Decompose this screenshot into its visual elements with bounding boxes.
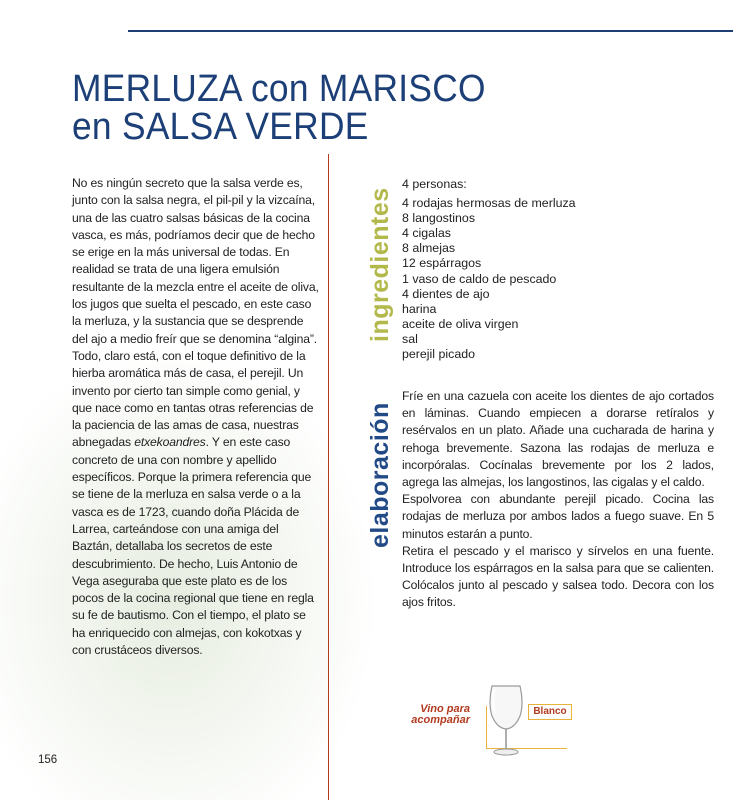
ingredients-label: ingredientes	[366, 187, 394, 342]
intro-text-part-1: No es ningún secreto que la salsa verde es, junto con la salsa negra, el pil-pil y la vizcaína, una de las cuatro salsas básicas de la cocina vasca, es más, podríamos decir que de hecho se erige en la más universal de todas. En realidad se trata de una ligera emulsión resultante de la mezcla entre el aceite de oliva, los jugos que suelta el pescado, en este caso la merluza, y la sustancia que se desprende del ajo a medio freír que se denomina “algina”. Todo, claro está, con el toque definitivo de la hierba aromática más de casa, el perejil. Un invento por cierto tan simple como genial, y que nace como en tantas otras referencias de la paciencia de las amas de casa, nuestras abnegadas	[72, 176, 319, 450]
wine-label-line-1: Vino para	[420, 703, 470, 715]
servings: 4 personas:	[402, 177, 467, 191]
elaboration-label: elaboración	[366, 402, 394, 548]
column-divider	[328, 154, 329, 800]
intro-text-emphasis: etxekoandres	[134, 435, 206, 450]
ingredient-item: 8 almejas	[402, 241, 456, 256]
elaboration-steps	[402, 388, 714, 612]
ingredient-item: perejil picado	[402, 347, 476, 362]
intro-text	[72, 175, 322, 659]
ingredient-item: harina	[402, 301, 437, 316]
wine-label-line-2: acompañar	[411, 714, 470, 726]
elaboration-step: Retira el pescado y el marisco y sírvelos en una fuente. Introduce los espárragos en la salsa para que se calienten. Colócalos junto al pescado y salsea todo. Decora con los ajos fritos.	[402, 543, 714, 610]
ingredient-item: 8 langostinos	[402, 211, 476, 226]
ingredient-item: 4 cigalas	[402, 226, 451, 241]
intro-text-part-2: . Y en este caso concreto de una con nombre y apellido específicos. Porque la primera referencia que se tiene de la merluza en salsa verde o a la vasca es de 1723, cuando doña Plácida de Larrea, carteándose con una amiga del Baztán, detallaba los secretos de este descubrimiento. De hecho, Luis Antonio de Vega aseguraba que este plato es de los pocos de la cocina regional que tiene en regla su fe de bautismo. Con el tiempo, el plato se ha enriquecido con almejas, con kokotxas y con crustáceos diversos.	[72, 435, 314, 658]
title-line-2: en SALSA VERDE	[72, 106, 369, 148]
ingredient-item: 1 vaso de caldo de pescado	[402, 271, 557, 286]
ingredient-item: aceite de oliva virgen	[402, 316, 519, 331]
ingredient-item: 12 espárragos	[402, 256, 482, 271]
page-title	[72, 70, 486, 146]
wine-pairing	[398, 680, 598, 760]
elaboration-step: Espolvorea con abundante perejil picado. Cocina las rodajas de merluza por ambos lados a fuego suave. En 5 minutos estarán a punto.	[402, 492, 714, 541]
wine-type-badge: Blanco	[528, 704, 572, 720]
wine-pairing-label	[398, 704, 470, 726]
elaboration-step: Fríe en una cazuela con aceite los dientes de ajo cortados en láminas. Cuando empiecen a dorarse retíralos y resérvalos en un plato. Añade una cucharada de harina y rehoga brevemente. Sazona las rodajas de merluza e incorpóralas. Cocínalas brevemente por los 2 lados, agrega las almejas, los langostinos, las cigalas y el caldo.	[402, 389, 714, 490]
top-rule	[128, 30, 733, 32]
wine-glass-icon	[482, 682, 530, 758]
ingredients-list	[402, 177, 576, 362]
title-line-1: MERLUZA con MARISCO	[72, 68, 486, 110]
ingredient-item: sal	[402, 331, 418, 346]
ingredient-item: 4 dientes de ajo	[402, 286, 490, 301]
page-number: 156	[38, 754, 58, 766]
ingredient-item: 4 rodajas hermosas de merluza	[402, 196, 576, 211]
